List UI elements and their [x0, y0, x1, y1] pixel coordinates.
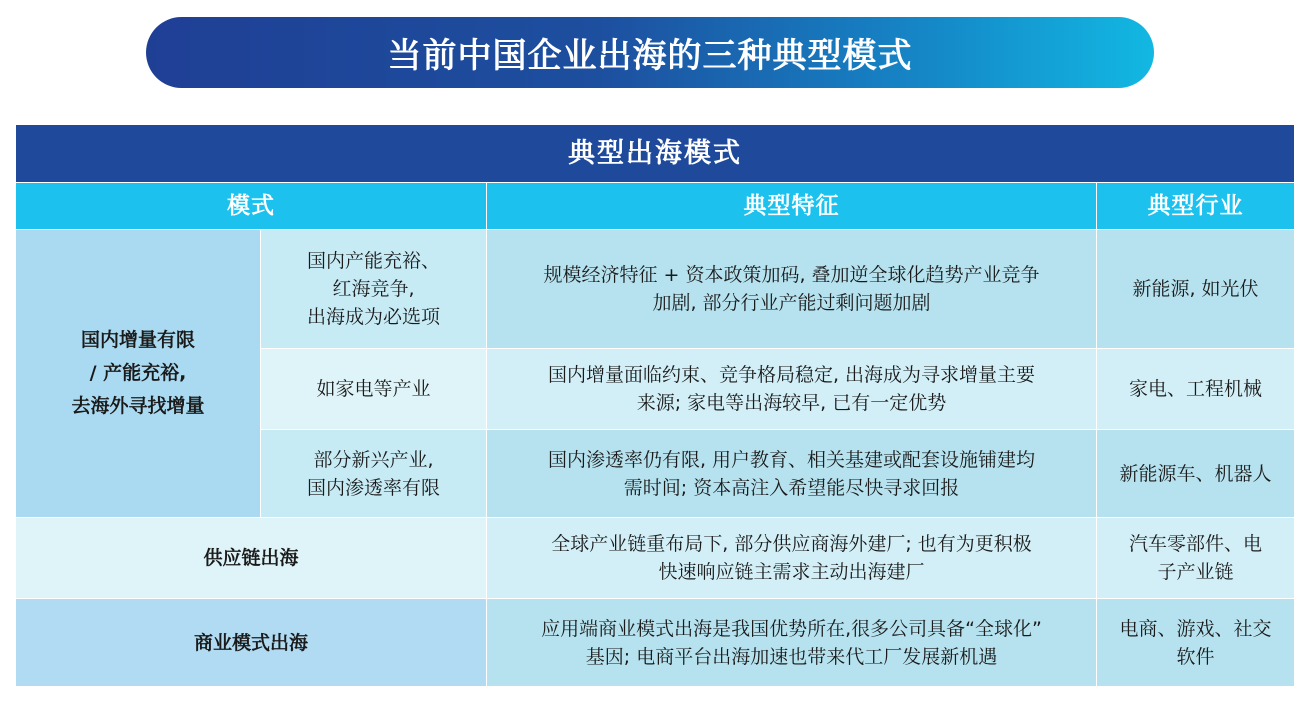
sub-mode-cell — [261, 349, 487, 430]
sub-mode-line: 出海成为必选项 — [306, 306, 440, 328]
feature-line: 规模经济特征 + 资本政策加码, 叠加逆全球化趋势产业竞争 — [543, 264, 1040, 286]
page-title: 当前中国企业出海的三种典型模式 — [387, 36, 913, 76]
feature-line: 来源; 家电等出海较早, 已有一定优势 — [636, 392, 947, 414]
industry-cell — [1097, 430, 1295, 518]
industry-line: 汽车零部件、电 — [1128, 533, 1262, 555]
sub-mode-line: 国内产能充裕、 — [306, 250, 440, 272]
feature-line: 加剧, 部分行业产能过剩问题加剧 — [652, 292, 931, 314]
mode-label-cell: 商业模式出海 — [16, 599, 487, 687]
industry-line: 子产业链 — [1157, 561, 1234, 583]
sub-mode-line: 如家电等产业 — [316, 378, 431, 400]
industry-line: 电商、游戏、社交 — [1119, 617, 1272, 640]
feature-cell — [487, 599, 1097, 687]
industry-cell — [1097, 230, 1295, 349]
feature-line: 国内增量面临约束、竞争格局稳定, 出海成为寻求增量主要 — [547, 364, 1036, 386]
table-row — [16, 230, 1295, 349]
group-label-line: 国内增量有限 — [80, 329, 195, 351]
mode-label-cell: 供应链出海 — [16, 518, 487, 599]
feature-line: 国内渗透率仍有限, 用户教育、相关基建或配套设施铺建均 — [547, 448, 1036, 471]
group-label-line: 去海外寻找增量 — [71, 395, 205, 417]
feature-line: 应用端商业模式出海是我国优势所在,很多公司具备“全球化” — [541, 617, 1042, 640]
export-modes-table — [15, 124, 1295, 687]
sub-mode-cell — [261, 230, 487, 349]
sub-mode-line: 部分新兴产业, — [313, 448, 434, 471]
sub-mode-line: 红海竞争, — [332, 278, 415, 300]
sub-mode-cell — [261, 430, 487, 518]
industry-cell — [1097, 599, 1295, 687]
header-feature: 典型特征 — [487, 183, 1097, 230]
sub-mode-line: 国内渗透率有限 — [306, 476, 440, 499]
table-row — [16, 518, 1295, 599]
feature-line: 全球产业链重布局下, 部分供应商海外建厂; 也有为更积极 — [551, 533, 1032, 555]
feature-line: 快速响应链主需求主动出海建厂 — [658, 561, 925, 583]
feature-cell — [487, 349, 1097, 430]
industry-line: 新能源车、机器人 — [1119, 462, 1272, 485]
industry-cell — [1097, 349, 1295, 430]
industry-cell — [1097, 518, 1295, 599]
feature-cell — [487, 230, 1097, 349]
table-header-row — [16, 183, 1295, 230]
table-row — [16, 599, 1295, 687]
feature-cell — [487, 430, 1097, 518]
feature-line: 需时间; 资本高注入希望能尽快寻求回报 — [623, 476, 960, 499]
group-label-cell — [16, 230, 261, 518]
header-mode: 模式 — [16, 183, 487, 230]
feature-line: 基因; 电商平台出海加速也带来代工厂发展新机遇 — [585, 645, 998, 668]
header-industry: 典型行业 — [1097, 183, 1295, 230]
table-title: 典型出海模式 — [16, 125, 1295, 183]
industry-line: 软件 — [1176, 645, 1215, 668]
industry-line: 新能源, 如光伏 — [1132, 278, 1259, 300]
table-title-row — [16, 125, 1295, 183]
group-label-line: / 产能充裕, — [89, 362, 187, 384]
industry-line: 家电、工程机械 — [1128, 378, 1262, 400]
page-banner — [146, 17, 1154, 88]
feature-cell — [487, 518, 1097, 599]
